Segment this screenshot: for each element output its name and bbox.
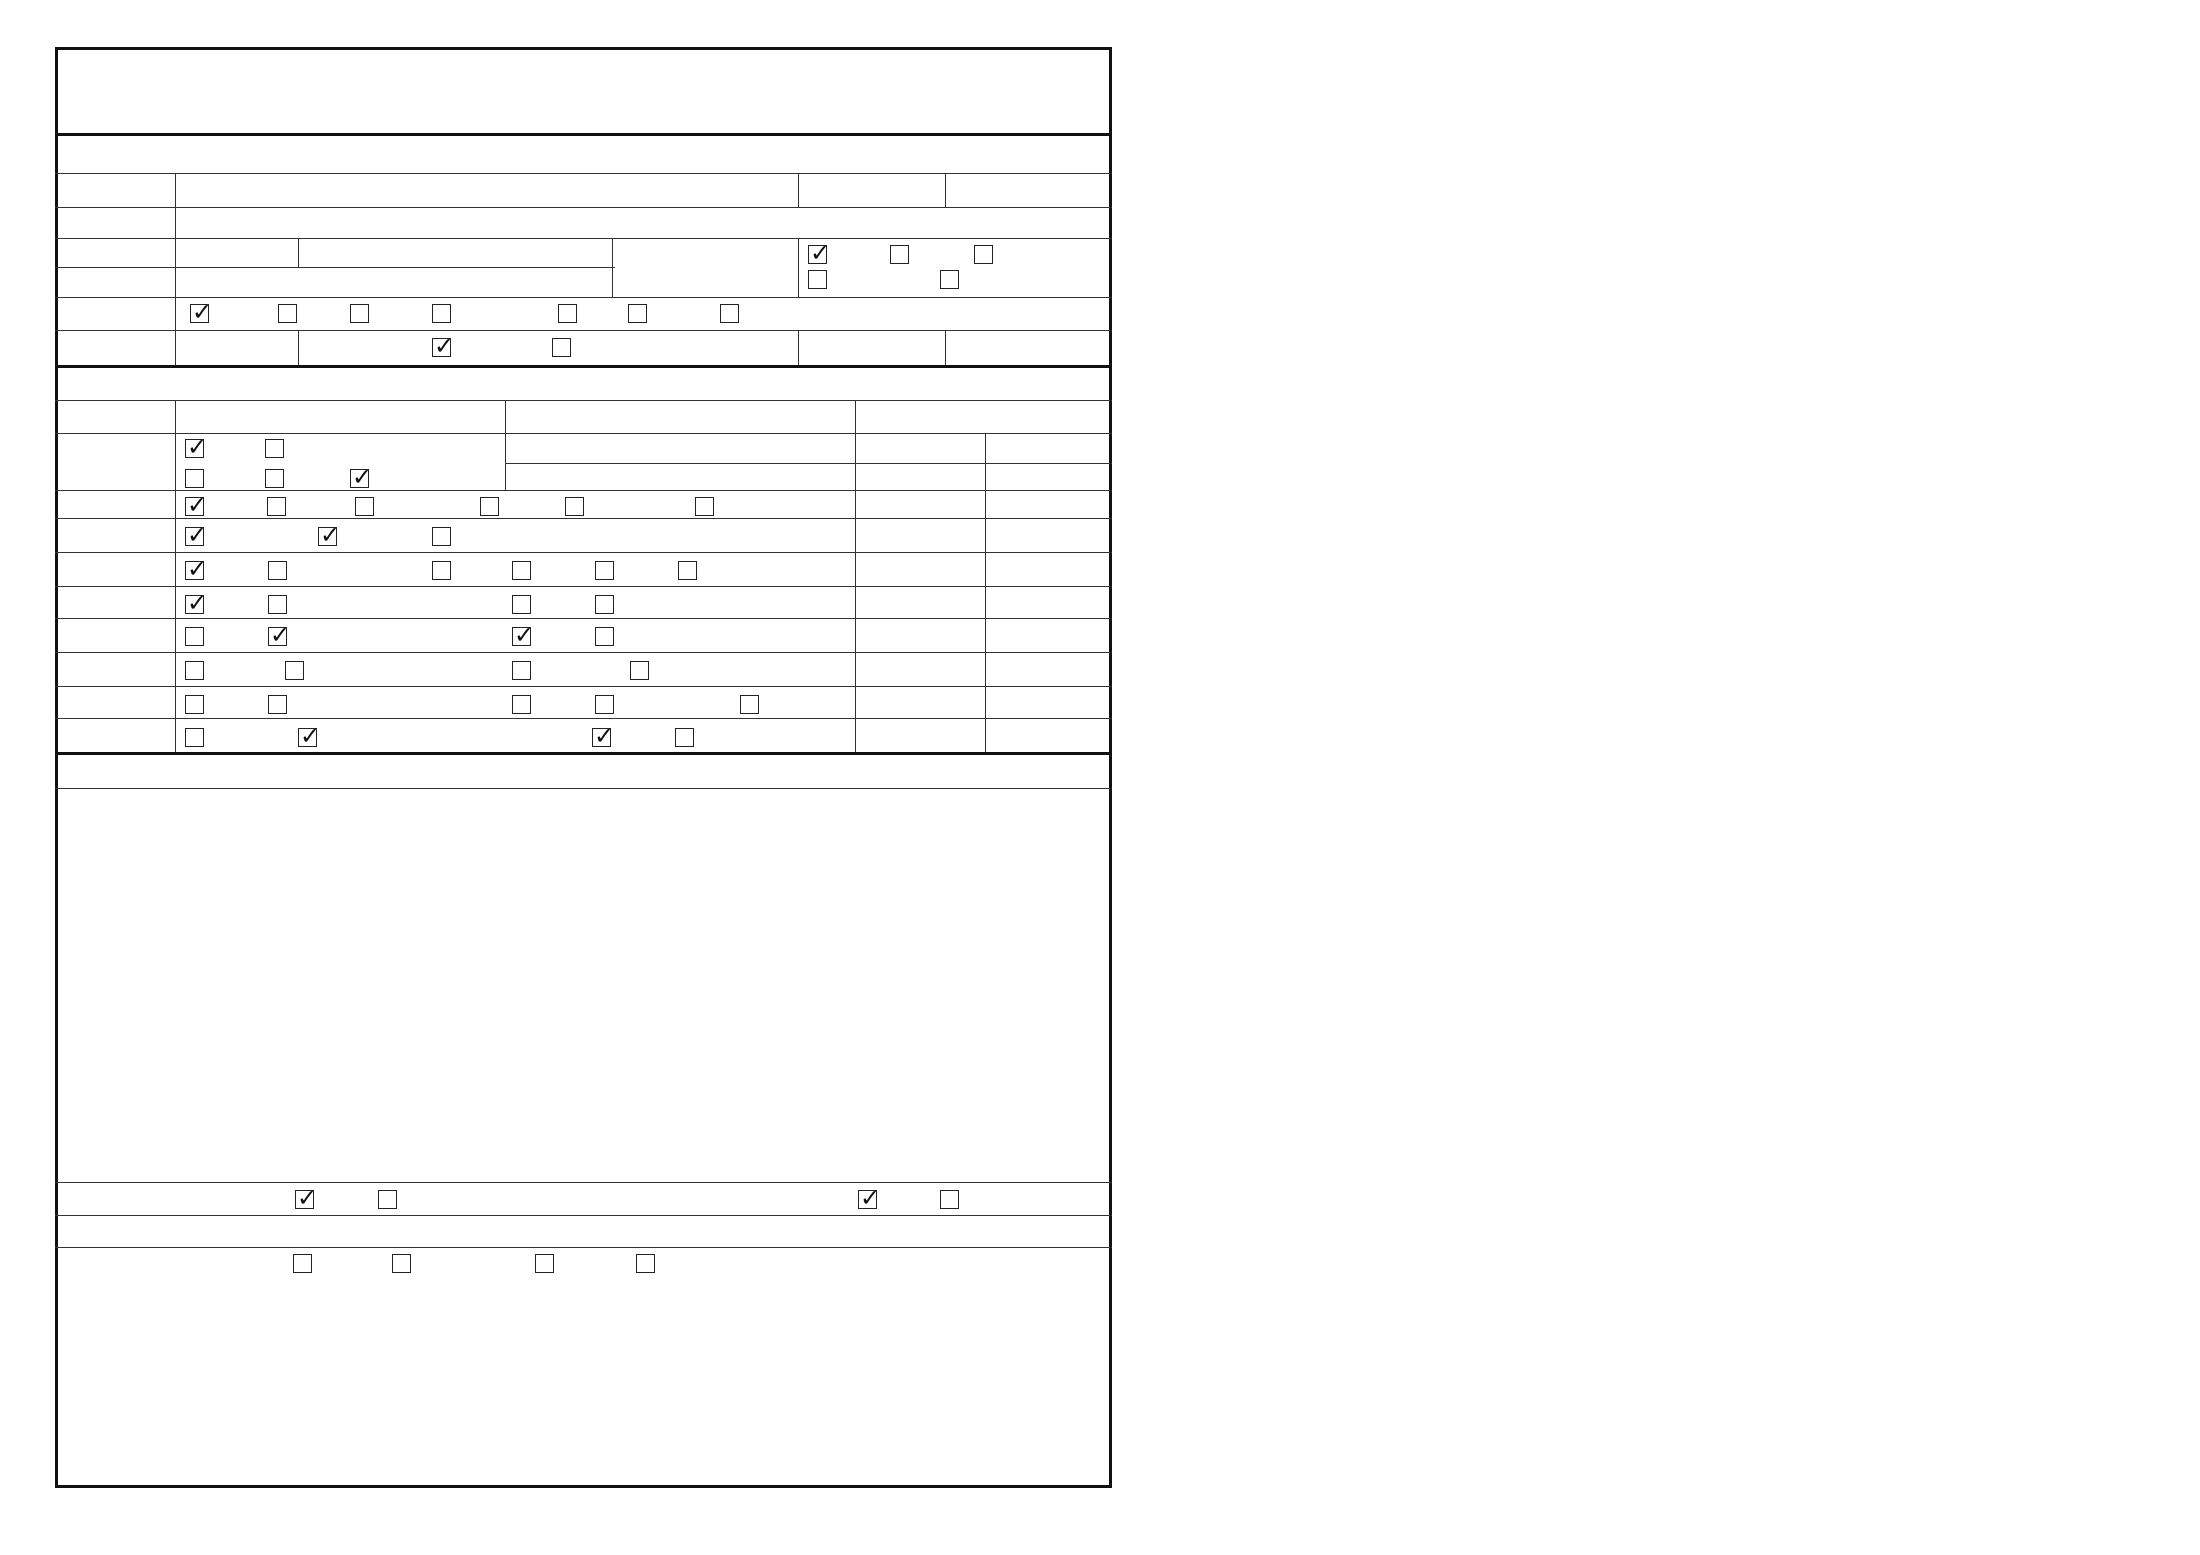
checkbox[interactable] [432,527,451,546]
checkbox[interactable] [720,304,739,323]
checkbox[interactable] [265,469,284,488]
rule [945,330,946,365]
rule [55,752,1112,755]
rule [945,173,946,207]
checkbox[interactable] [940,1190,959,1209]
checkbox[interactable] [350,304,369,323]
checkbox[interactable] [858,1190,877,1209]
checkbox[interactable] [558,304,577,323]
checkbox[interactable] [185,728,204,747]
checkbox[interactable] [678,561,697,580]
rule [175,400,176,752]
checkbox[interactable] [185,595,204,614]
checkbox[interactable] [592,728,611,747]
rule [798,330,799,365]
checkbox[interactable] [295,1190,314,1209]
checkbox[interactable] [432,304,451,323]
checkbox[interactable] [565,497,584,516]
rule [55,207,1112,208]
checkbox[interactable] [512,661,531,680]
rule [55,330,1112,331]
rule [798,238,799,297]
checkbox[interactable] [432,338,451,357]
checkbox[interactable] [695,497,714,516]
checkbox[interactable] [630,661,649,680]
checkbox[interactable] [185,469,204,488]
checkbox[interactable] [185,527,204,546]
rule [298,330,299,365]
rule [55,267,615,268]
checkbox[interactable] [595,561,614,580]
checkbox[interactable] [265,439,284,458]
checkbox[interactable] [278,304,297,323]
rule [55,1215,1112,1216]
checkbox[interactable] [185,695,204,714]
checkbox[interactable] [185,627,204,646]
rule [55,297,1112,298]
checkbox[interactable] [268,695,287,714]
checkbox[interactable] [268,561,287,580]
checkbox[interactable] [480,497,499,516]
rule [55,686,1112,687]
checkbox[interactable] [432,561,451,580]
rule [55,1247,1112,1248]
checkbox[interactable] [974,245,993,264]
checkbox[interactable] [355,497,374,516]
rule [505,400,506,490]
checkbox[interactable] [185,561,204,580]
checkbox[interactable] [512,561,531,580]
checkbox[interactable] [595,627,614,646]
rule [55,238,1112,239]
checkbox[interactable] [268,627,287,646]
checkbox[interactable] [740,695,759,714]
rule [55,652,1112,653]
checkbox[interactable] [185,661,204,680]
checkbox[interactable] [268,595,287,614]
checkbox[interactable] [185,497,204,516]
checkbox[interactable] [890,245,909,264]
checkbox[interactable] [185,439,204,458]
rule [55,718,1112,719]
checkbox[interactable] [940,270,959,289]
rule [298,238,299,267]
rule [798,173,799,207]
rule [55,173,1112,174]
checkbox[interactable] [595,595,614,614]
rule [612,238,613,297]
checkbox[interactable] [552,338,571,357]
checkbox[interactable] [512,595,531,614]
checkbox[interactable] [675,728,694,747]
rule [175,173,176,365]
checkbox[interactable] [535,1254,554,1273]
rule [505,463,1112,464]
rule [985,433,986,752]
rule [855,400,856,752]
rule [55,433,1112,434]
checkbox[interactable] [318,527,337,546]
checkbox[interactable] [392,1254,411,1273]
rule [55,618,1112,619]
rule [55,788,1112,789]
checkbox[interactable] [350,469,369,488]
rule [55,518,1112,519]
rule [55,365,1112,368]
rule [55,133,1112,136]
checkbox[interactable] [512,627,531,646]
checkbox[interactable] [285,661,304,680]
checkbox[interactable] [267,497,286,516]
checkbox[interactable] [808,245,827,264]
rule [55,586,1112,587]
checkbox[interactable] [298,728,317,747]
checkbox[interactable] [595,695,614,714]
rule [55,1182,1112,1183]
checkbox[interactable] [512,695,531,714]
left-panel [55,47,1112,1488]
rule [55,490,1112,491]
rule [55,552,1112,553]
checkbox[interactable] [293,1254,312,1273]
rule [55,400,1112,401]
checkbox[interactable] [378,1190,397,1209]
checkbox[interactable] [190,304,209,323]
checkbox[interactable] [628,304,647,323]
checkbox[interactable] [636,1254,655,1273]
checkbox[interactable] [808,270,827,289]
